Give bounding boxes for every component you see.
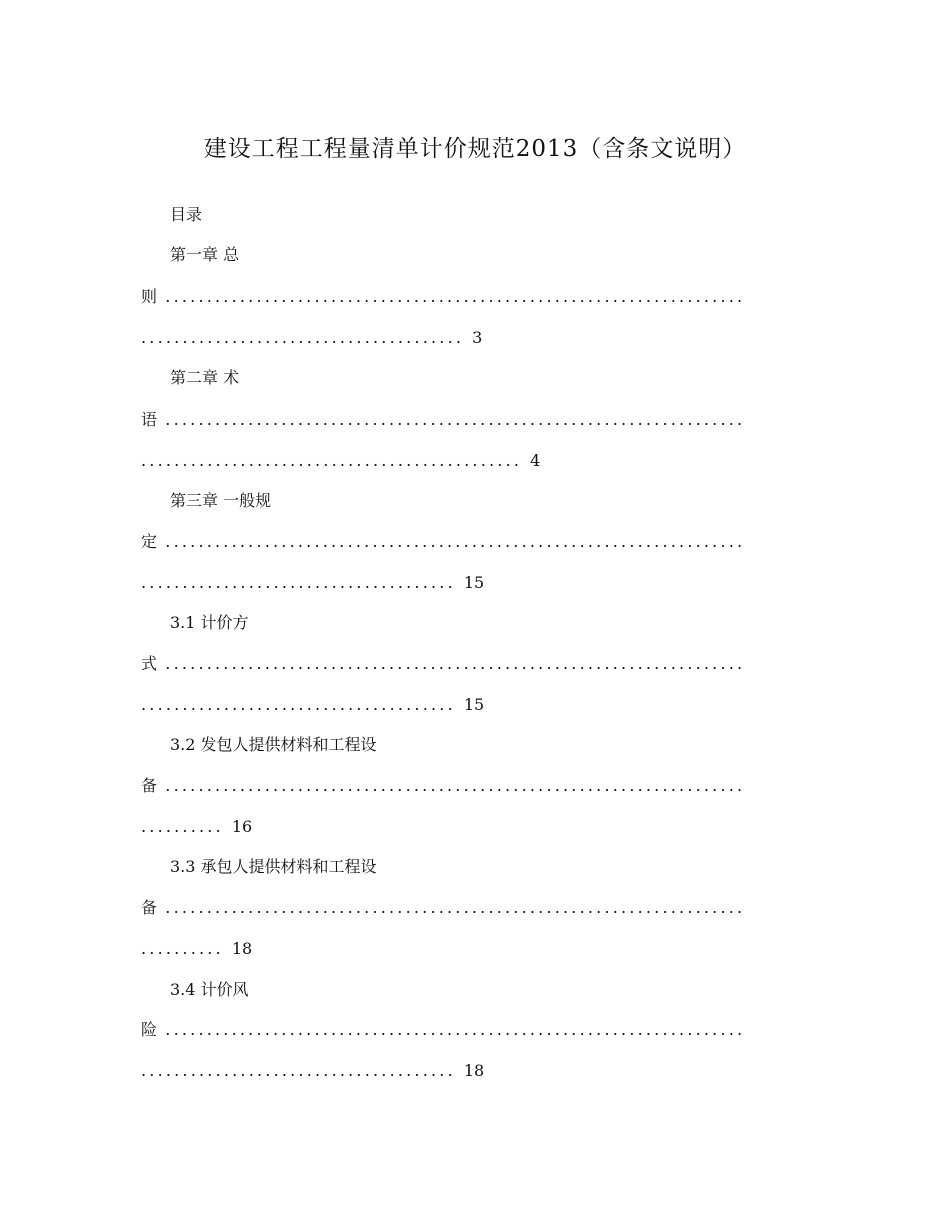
toc-entry-heading: 3.1 计价方	[170, 613, 249, 632]
toc-entry-heading: 3.4 计价风	[170, 980, 249, 999]
toc-entry-leader	[141, 1020, 821, 1040]
toc-entry-tail: 式	[141, 654, 158, 673]
document-title: 建设工程工程量清单计价规范2013（含条文说明）	[203, 136, 747, 162]
toc-entry-heading: 3.3 承包人提供材料和工程设	[170, 857, 377, 876]
dot-leader: ......................................................................	[157, 776, 746, 795]
toc-entry-heading: 3.2 发包人提供材料和工程设	[170, 735, 377, 754]
dot-leader: ......................................................................	[157, 654, 746, 673]
dot-leader: ......................................................................	[157, 287, 746, 306]
dot-leader: ......................................	[141, 695, 456, 714]
toc-entry-page: 4	[530, 451, 541, 470]
toc-entry-heading: 第二章 术	[170, 368, 240, 387]
dot-leader: .......................................	[141, 328, 465, 347]
toc-heading: 目录	[170, 205, 203, 224]
dot-leader: ..............................................	[141, 451, 523, 470]
toc-entry-tail: 备	[141, 898, 158, 917]
toc-entry-page-line	[141, 817, 821, 837]
toc-entry-page-line	[141, 695, 821, 715]
toc-entry-page-line	[141, 328, 821, 348]
toc-entry-page: 16	[231, 817, 253, 836]
toc-entry-tail: 备	[141, 776, 158, 795]
toc-entry-leader	[141, 776, 821, 796]
dot-leader: ......................................	[141, 1061, 456, 1080]
toc-entry-page: 18	[463, 1061, 485, 1080]
dot-leader: ......................................................................	[157, 898, 746, 917]
dot-leader: ......................................	[141, 573, 456, 592]
toc-entry-leader	[141, 287, 821, 307]
toc-entry-page: 15	[463, 573, 485, 592]
toc-entry-heading: 第一章 总	[170, 245, 240, 264]
toc-entry-leader	[141, 410, 821, 430]
toc-entry-leader	[141, 532, 821, 552]
toc-entry-tail: 语	[141, 410, 158, 429]
toc-entry-leader	[141, 898, 821, 918]
toc-entry-page: 3	[472, 328, 483, 347]
toc-entry-page-line	[141, 451, 821, 471]
toc-entry-tail: 则	[141, 287, 158, 306]
dot-leader: ......................................................................	[157, 1020, 746, 1039]
toc-entry-page-line	[141, 939, 821, 959]
dot-leader: ..........	[141, 939, 224, 958]
dot-leader: ......................................................................	[157, 410, 746, 429]
toc-entry-page: 18	[231, 939, 253, 958]
dot-leader: ......................................................................	[157, 532, 746, 551]
toc-entry-page-line	[141, 573, 821, 593]
toc-entry-leader	[141, 654, 821, 674]
toc-entry-page: 15	[463, 695, 485, 714]
toc-entry-tail: 险	[141, 1020, 158, 1039]
toc-entry-heading: 第三章 一般规	[170, 491, 272, 510]
toc-entry-tail: 定	[141, 532, 158, 551]
toc-entry-page-line	[141, 1061, 821, 1081]
dot-leader: ..........	[141, 817, 224, 836]
